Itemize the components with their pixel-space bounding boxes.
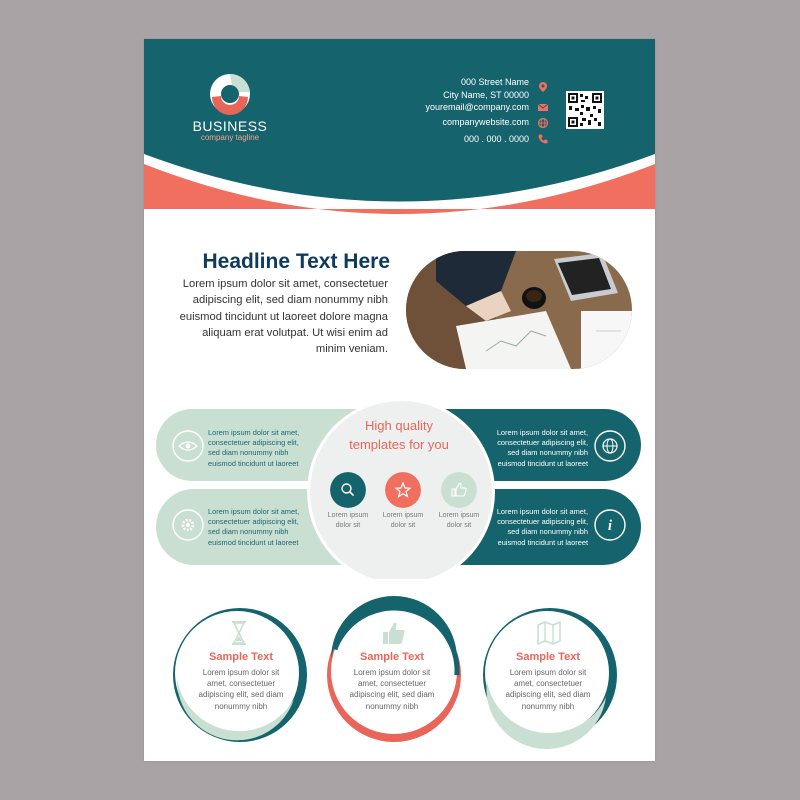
map-icon	[535, 619, 563, 647]
feature-text-info: Lorem ipsum dolor sit amet, consectetuer adipiscing elit, sed diam nonummy nibh euismod tincidunt ut laoreet	[496, 507, 588, 547]
sample-text-2: Lorem ipsum dolor sit amet, consectetuer adipiscing elit, sed diam nonummy nibh	[349, 668, 435, 711]
logo-icon	[209, 73, 251, 115]
feature-text-globe: Lorem ipsum dolor sit amet, consectetuer adipiscing elit, sed diam nonummy nibh euismod tincidunt ut laoreet	[496, 428, 588, 468]
hero-photo	[406, 251, 632, 369]
location-pin-icon	[537, 81, 549, 93]
contact-email[interactable]: youremail@company.com	[425, 102, 529, 112]
sample-title-3: Sample Text	[516, 651, 580, 663]
phone-icon	[537, 133, 549, 145]
company-tagline: company tagline	[200, 133, 260, 142]
info-icon	[594, 509, 626, 541]
center-caption-search: Lorem ipsum dolor sit	[327, 512, 369, 529]
company-name: BUSINESS	[192, 118, 268, 134]
contact-website[interactable]: companywebsite.com	[442, 117, 529, 127]
sample-text-3: Lorem ipsum dolor sit amet, consectetuer adipiscing elit, sed diam nonummy nibh	[505, 668, 591, 711]
sample-text-1: Lorem ipsum dolor sit amet, consectetuer adipiscing elit, sed diam nonummy nibh	[198, 668, 284, 711]
thumbs-up-icon	[380, 619, 408, 647]
globe-icon	[537, 117, 549, 129]
contact-street: 000 Street Name	[460, 77, 529, 87]
hourglass-icon	[225, 619, 253, 647]
sample-title-1: Sample Text	[209, 651, 273, 663]
eye-icon	[172, 430, 204, 462]
features-title: High quality templates for you	[349, 418, 449, 452]
email-icon	[537, 101, 549, 113]
feature-text-gear: Lorem ipsum dolor sit amet, consectetuer adipiscing elit, sed diam nonummy nibh euismod tincidunt ut laoreet	[208, 507, 300, 547]
search-icon[interactable]	[330, 472, 366, 508]
svg-text:i: i	[607, 518, 613, 534]
center-caption-thumbs: Lorem ipsum dolor sit	[438, 512, 480, 529]
feature-text-eye: Lorem ipsum dolor sit amet, consectetuer adipiscing elit, sed diam nonummy nibh euismod tincidunt ut laoreet	[208, 428, 300, 468]
intro-paragraph: Lorem ipsum dolor sit amet, consectetuer adipiscing elit, sed diam nonummy nibh euismod tincidunt ut laoreet dolore magna aliquam erat volutpat. Ut wisi enim ad minim veniam.	[179, 278, 388, 356]
contact-city: City Name, ST 00000	[443, 90, 529, 100]
star-icon[interactable]	[385, 472, 421, 508]
center-caption-star: Lorem ipsum dolor sit	[382, 512, 424, 529]
contact-phone: 000 . 000 . 0000	[463, 134, 529, 144]
thumbs-up-icon[interactable]	[441, 472, 477, 508]
globe-icon	[594, 430, 626, 462]
gear-icon	[172, 509, 204, 541]
sample-title-2: Sample Text	[360, 651, 424, 663]
headline: Headline Text Here	[202, 250, 390, 273]
qr-code-icon[interactable]	[566, 91, 604, 129]
flyer-page	[144, 39, 655, 761]
